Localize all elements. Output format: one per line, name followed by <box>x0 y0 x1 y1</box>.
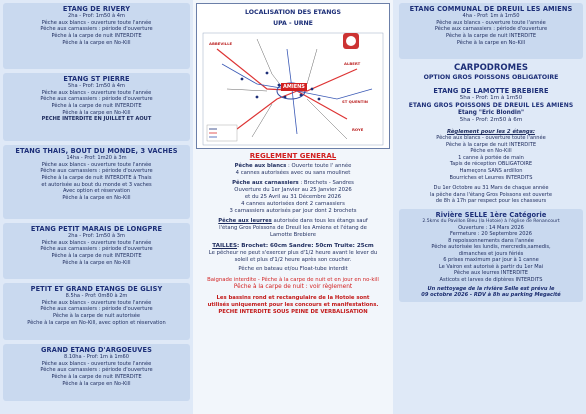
info-line: Pêche aux blancs - ouverture toute l'année <box>41 161 152 168</box>
info-line: Pêche à la carpe de nuit INTERDITE <box>51 373 142 380</box>
section-dreuil <box>399 3 583 59</box>
info-line: 5ha - Prof: 1m50 à 4m <box>68 83 125 90</box>
bateau-line: Pêche en bateau et/ou Float-tube interdit <box>238 266 348 273</box>
info-line: Pêche à la carpe de nuit INTERDITE <box>445 32 537 39</box>
bassins-line-1: Les bassins rond et rectangulaire de la Hotoie sont <box>216 295 370 302</box>
lamotte-title: ETANG DE LAMOTTE BREBIERE <box>433 86 549 95</box>
reg-line: Pêche en No-Kill <box>470 148 512 155</box>
dates-line: de 8h à 17h par respect pour les chasseurs <box>435 198 547 205</box>
reglement-general <box>196 152 390 316</box>
lever-line-2: soleil et plus d'1/2 heure après son coucher. <box>234 256 352 263</box>
selle-line: Fermeture : 20 Septembre 2026 <box>450 231 532 238</box>
info-line: 8.5ha - Prof: 0m80 à 2m <box>65 293 128 300</box>
info-line: Pêche aux carnassiers : période d'ouverture <box>40 367 153 374</box>
carnassiers-quota: 3 carnassiers autorisés par jour dont 2 brochets <box>229 207 357 214</box>
map-city-saint-quentin: ST QUENTIN <box>342 99 368 104</box>
section-title: ETANG COMMUNAL DE DREUIL LES AMIENS <box>409 5 573 13</box>
nettoyage-line-1: Un nettoyage de la rivière Selle est prévu le <box>427 285 555 292</box>
section-title: ETANG PETIT MARAIS DE LONGPRE <box>30 225 163 233</box>
section-title: ETANG THAIS, BOUT DU MONDE, 3 VACHES <box>15 147 178 155</box>
dates-line: Du 1er Octobre au 31 Mars de chaque année <box>433 185 549 192</box>
leurres-label: Pêche aux leurres <box>218 218 272 225</box>
reg-line: Bourriches et Leurres INTERDITS <box>449 174 533 181</box>
reg-line: Hameçons SANS ardillon <box>459 167 523 174</box>
map-city-albert: ALBERT <box>344 61 361 66</box>
reg-line: Pêche à la carpe de nuit INTERDITE <box>445 141 537 148</box>
info-line: Pêche aux blancs - ouverture toute l'année <box>41 360 152 367</box>
carnassiers-label: Pêche aux carnassiers <box>232 180 299 187</box>
selle-line: dimanches et jours fériés <box>458 250 524 257</box>
reglement-title: REGLEMENT GENERAL <box>249 152 337 160</box>
section-title: PETIT ET GRAND ETANGS DE GLISY <box>30 285 163 293</box>
info-line: 2ha - Prof: 1m50 à 4m <box>68 13 125 20</box>
middle-column <box>193 0 393 414</box>
info-line: Pêche à la carpe en No-Kill <box>62 259 131 266</box>
location-map <box>196 3 390 149</box>
nettoyage-line-2: 09 octobre 2026 - RDV à 8h au parking Megacité <box>421 292 561 299</box>
lever-line-1: Le pêcheur ne peut s'exercer plus d'1/2 heure avant le lever du <box>208 249 378 256</box>
lamotte-line: 5ha - Prof: 1m à 1m50 <box>459 95 523 102</box>
info-line: 4ha - Prof: 1m à 1m50 <box>462 13 520 20</box>
carpodromes-title: CARPODROMES <box>453 63 529 73</box>
selle-line: Le Vairon est autorisé à partir du 1er Mai <box>438 263 544 270</box>
map-city-amiens: AMIENS <box>283 84 305 90</box>
map-city-roye: ROYE <box>352 127 364 132</box>
selle-line: 8 repoissonnements dans l'année <box>448 237 534 244</box>
selle-line: Asticots et larves de diptères INTERDITS <box>439 277 543 283</box>
info-line: Pêche à la carpe en No-Kill <box>456 39 526 46</box>
reglement-two-etangs-title: Règlement pour les 2 étangs: <box>447 128 535 135</box>
carnassiers-line: : Brochets - Sandres <box>300 180 354 187</box>
selle-line: Ouverture : 14 Mars 2026 <box>458 224 524 231</box>
section-saint-pierre <box>3 73 190 141</box>
info-line: Pêche à la carpe de nuit INTERDITE <box>51 102 142 109</box>
selle-line: 6 prises maximum par jour à 1 canne <box>443 257 539 264</box>
info-line: 8.10ha - Prof: 1m à 1m60 <box>63 354 130 361</box>
section-title: ETANG DE RIVERY <box>62 5 131 13</box>
reg-line: Tapis de réception OBLIGATOIRE <box>449 161 533 168</box>
right-column <box>396 0 586 306</box>
selle-title: Rivière SELLE 1ère Catégorie <box>435 210 547 219</box>
info-line: Pêche aux blancs - ouverture toute l'année <box>41 89 152 96</box>
info-line: Pêche aux blancs - ouverture toute l'année <box>41 299 152 306</box>
info-line: Pêche aux blancs - ouverture toute l'année <box>436 19 546 26</box>
info-line: Pêche aux carnassiers : période d'ouverture <box>40 246 153 253</box>
info-line: Pêche à la carpe en No-Kill <box>62 380 131 387</box>
info-line: Pêche aux blancs - ouverture toute l'année <box>41 239 152 246</box>
warning-line: PECHE INTERDITE EN JUILLET ET AOUT <box>41 116 152 123</box>
leurres-line-3: Lamotte Brebiere <box>269 231 317 238</box>
section-glisy <box>3 283 190 340</box>
info-line: 2ha - Prof: 1m50 à 3m <box>68 233 125 240</box>
bassins-line-2: utilisés uniquement pour les concours et manifestations. <box>207 302 379 308</box>
section-argoeuves <box>3 344 190 401</box>
blancs-cannes: 4 cannes autorisées avec ou sans moulinet <box>235 169 351 176</box>
blancs-line: : Ouverte toute l' année <box>288 162 352 169</box>
info-line: Pêche aux carnassiers : période d'ouverture <box>40 26 153 33</box>
carnassiers-cannes: 4 cannes autorisées dont 2 carnassiers <box>241 200 345 207</box>
section-title: ETANG ST PIERRE <box>63 75 130 83</box>
leurres-line: autorisée dans tous les étangs sauf <box>273 218 368 225</box>
info-line: Pêche à la carpe de nuit autorisée <box>52 312 141 319</box>
info-line: Pêche aux carnassiers : période d'ouverture <box>40 306 153 313</box>
carnassiers-dates-2: et du 25 Avril au 31 Décembre 2026 <box>244 194 342 201</box>
reg-line: Pêche aux blancs - ouverture toute l'année <box>436 135 546 142</box>
left-column <box>0 0 193 405</box>
gros-poissons-title: ETANG GROS POISSONS DE DREUIL LES AMIENS <box>408 102 574 110</box>
section-longpre <box>3 223 190 279</box>
tailles-line: : Brochet: 60cm Sandre: 50cm Truite: 25cm <box>237 242 374 249</box>
map-city-abbeville: ABBEVILLE <box>209 41 233 46</box>
dates-line: la pêche dans l'étang Gros Poissons est ouverte <box>429 191 553 198</box>
info-line: Pêche aux carnassiers : période d'ouverture <box>434 26 548 33</box>
info-line: Pêche à la carpe en No-Kill, avec option et réservation <box>27 319 166 326</box>
info-line: Pêche aux carnassiers : période d'ouverture <box>40 168 153 175</box>
leurres-line-2: l'étang Gros Poissons de Dreuil les Amiens et l'étang de <box>219 225 367 232</box>
blancs-label: Pêche aux blancs <box>234 162 287 169</box>
carpodromes-subtitle: OPTION GROS POISSONS OBLIGATOIRE <box>423 73 559 81</box>
info-line: Pêche à la carpe en No-Kill <box>62 109 131 116</box>
info-line: Pêche à la carpe en No-Kill <box>62 194 131 201</box>
gros-poissons-sub: Etang "Eric Blondin" <box>457 110 525 117</box>
tailles-label: TAILLES <box>212 242 238 249</box>
info-line: Pêche aux carnassiers : période d'ouverture <box>40 96 153 103</box>
info-line: 14ha - Prof: 1m20 à 3m <box>66 155 127 162</box>
info-line: Pêche aux blancs - ouverture toute l'année <box>41 19 152 26</box>
info-line: Avec option et réservation <box>62 188 131 195</box>
carnassiers-dates-1: Ouverture du 1er Janvier au 25 Janvier 2026 <box>234 187 352 194</box>
section-thais <box>3 145 190 219</box>
map-subtitle: UPA - URNE <box>273 20 313 27</box>
baignade-line: Baignade interdite - Pêche à la carpe de nuit et en jour en no-kill <box>207 277 379 284</box>
info-line: Pêche à la carpe de nuit INTERDITE à Thais <box>41 174 152 181</box>
selle-line: Pêche autorisée les lundis, mercredis,samedis, <box>431 244 551 251</box>
info-line: Pêche à la carpe de nuit INTERDITE <box>51 32 142 39</box>
carpe-reglement-line: Pêche à la carpe de nuit : voir règlement <box>233 283 353 290</box>
gros-poissons-line: 5ha - Prof: 2m50 à 6m <box>459 117 523 124</box>
info-line: Pêche à la carpe en No-Kill <box>62 39 131 46</box>
section-rivery <box>3 3 190 69</box>
map-title: LOCALISATION DES ETANGS <box>245 9 341 16</box>
info-line: Pêche à la carpe de nuit INTERDITE <box>51 252 142 259</box>
bassins-line-3: PECHE INTERDITE SOUS PEINE DE VERBALISATION <box>218 308 368 315</box>
selle-line: Pêche aux leurres INTERDITE <box>454 270 528 277</box>
section-title: GRAND ETANG D'ARGOEUVES <box>41 346 152 354</box>
selle-line: 2.5kms du Pavillon Bleu (la Hotoie) à l'église de Renancourt <box>422 219 560 224</box>
info-line: et autorisée au bout du monde et 3 vaches <box>41 181 152 188</box>
section-carpodromes <box>399 63 583 205</box>
reg-line: 1 canne à portée de main <box>458 154 524 161</box>
section-selle <box>399 209 583 302</box>
